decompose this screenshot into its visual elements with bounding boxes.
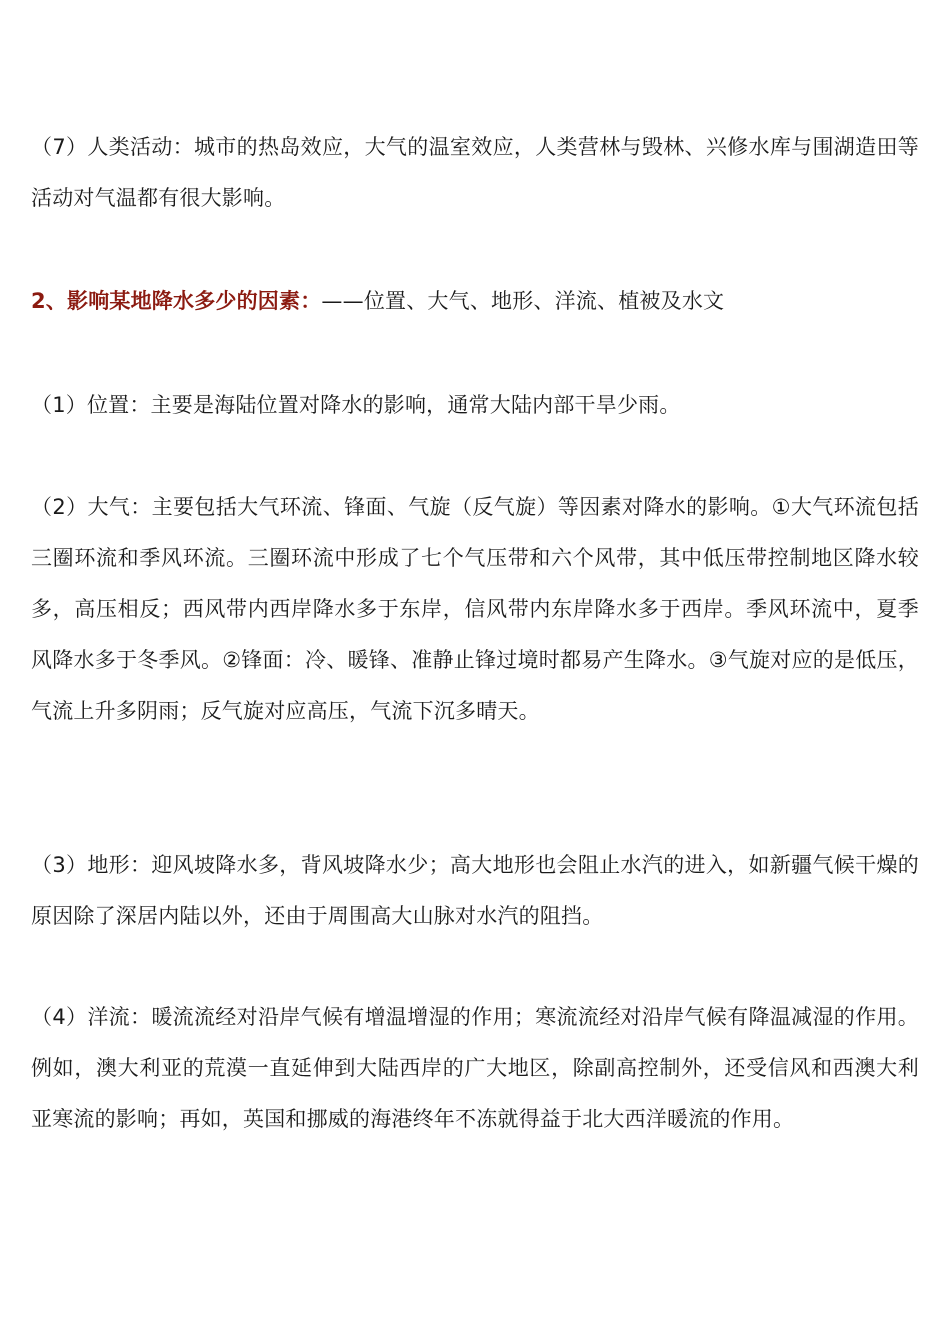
paragraph-location: （1）位置：主要是海陆位置对降水的影响，通常大陆内部干旱少雨。 <box>31 393 681 417</box>
paragraph-atmosphere: （2）大气：主要包括大气环流、锋面、气旋（反气旋）等因素对降水的影响。①大气环流包括三圈环流和季风环流。三圈环流中形成了七个气压带和六个风带，其中低压带控制地区降水较多，高压相反；西风带内西岸降水多于东岸，信风带内东岸降水多于西岸。季风环流中，夏季风降水多于冬季风。②锋面：冷、暖锋、准静止锋过境时都易产生降水。③气旋对应的是低压，气流上升多阴雨；反气旋对应高压，气流下沉多晴天。 <box>31 495 919 723</box>
paragraph-human-activity: （7）人类活动：城市的热岛效应，大气的温室效应，人类营林与毁林、兴修水库与围湖造田等活动对气温都有很大影响。 <box>31 135 919 210</box>
section-subtitle: ——位置、大气、地形、洋流、植被及水文 <box>321 289 725 313</box>
paragraph-ocean-currents: （4）洋流：暖流流经对沿岸气候有增温增湿的作用；寒流流经对沿岸气候有降温减湿的作用。例如，澳大利亚的荒漠一直延伸到大陆西岸的广大地区，除副高控制外，还受信风和西澳大利亚寒流的影响；再如，英国和挪威的海港终年不冻就得益于北大西洋暖流的作用。 <box>31 1005 919 1131</box>
paragraph-terrain: （3）地形：迎风坡降水多，背风坡降水少；高大地形也会阻止水汽的进入，如新疆气候干燥的原因除了深居内陆以外，还由于周围高大山脉对水汽的阻挡。 <box>31 853 919 928</box>
section-title: 2、影响某地降水多少的因素： <box>31 289 322 313</box>
section-heading-precipitation <box>31 276 919 327</box>
